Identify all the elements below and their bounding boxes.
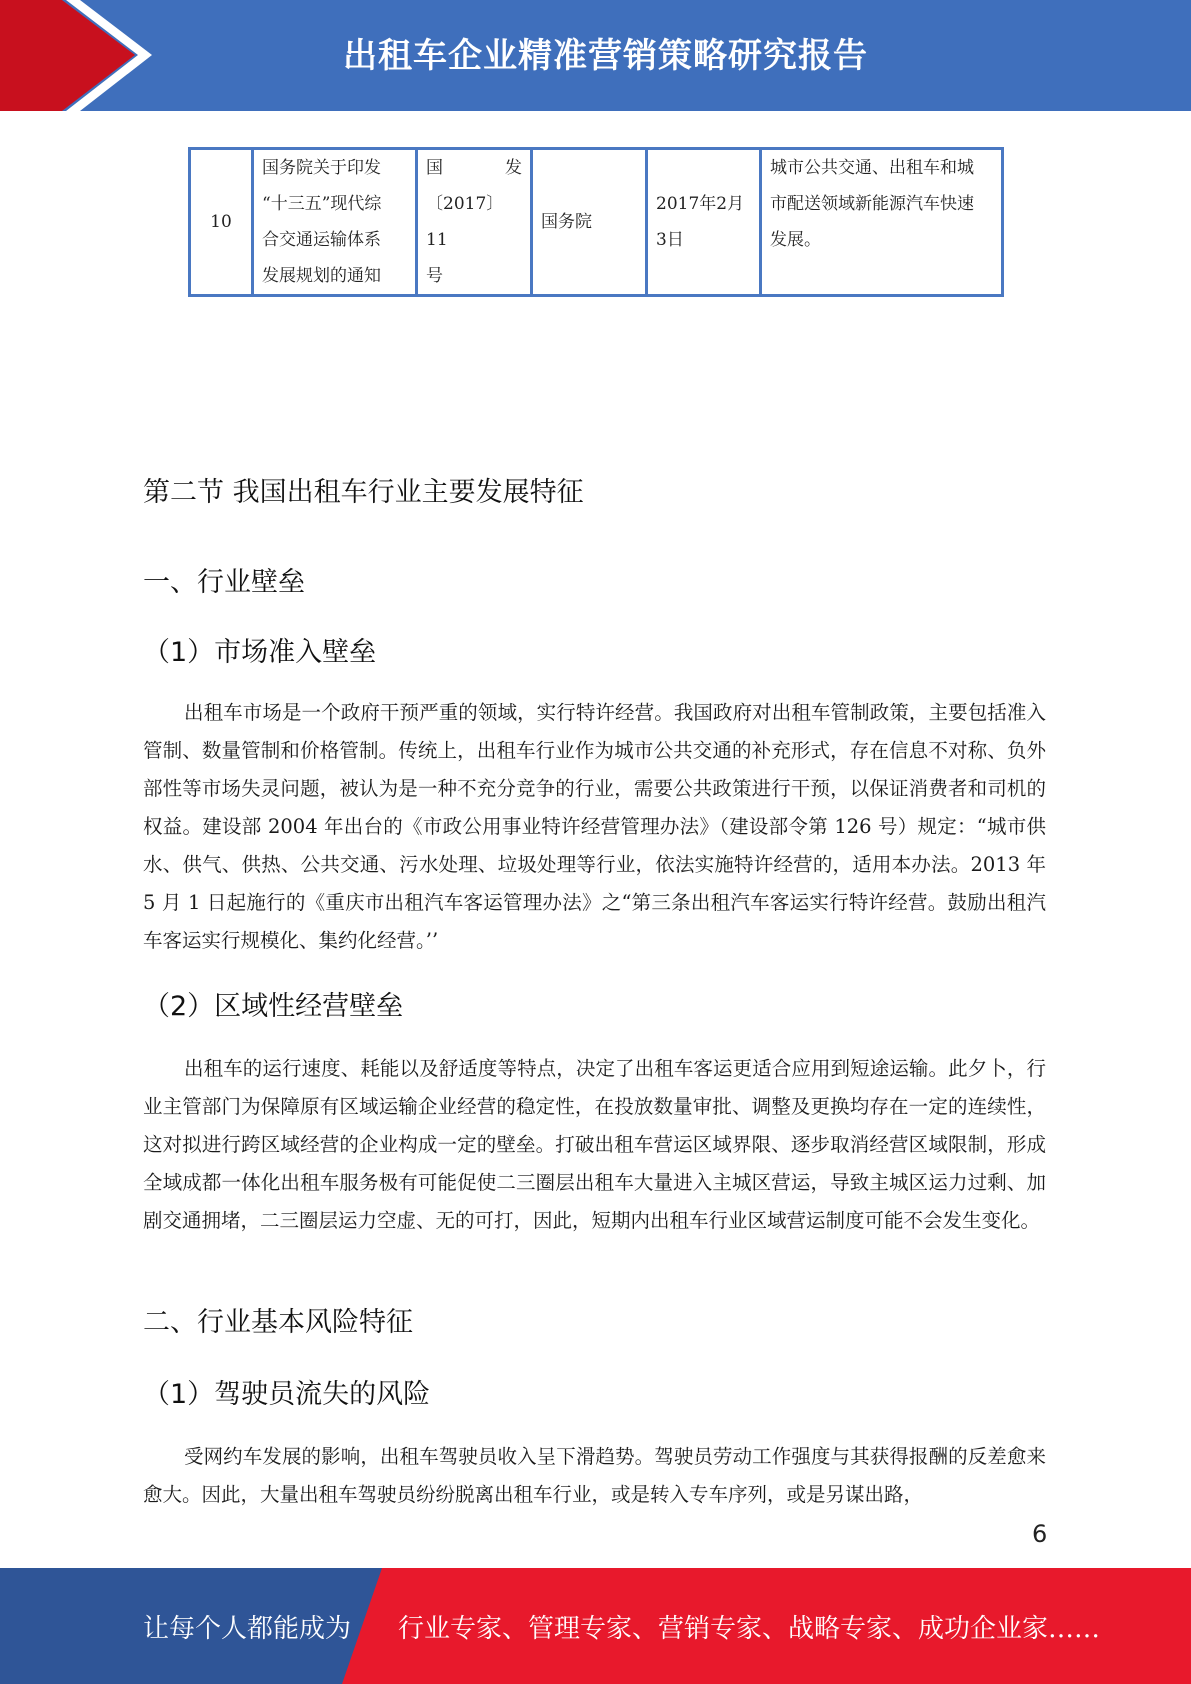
doc-line — [426, 150, 522, 186]
cell-date — [647, 149, 761, 296]
doc-word: 国 — [426, 158, 443, 178]
content-line: 城市公共交通、出租车和城 — [770, 158, 974, 178]
page-number: 6 — [1032, 1520, 1048, 1548]
paragraph: 出租车市场是一个政府干预严重的领域，实行特许经营。我国政府对出租车管制政策，主要包括准入管制、数量管制和价格管制。传统上，出租车行业作为城市公共交通的补充形式，存在信息不对称、负外部性等市场失灵问题，被认为是一种不充分竞争的行业，需要公共政策进行干预，以保证消费者和司机的权益。建设部 2004 年出台的《市政公用事业特许经营管理办法》（建设部令第 126 号）规定：“城市供水、供气、供热、公共交通、污水处理、垃圾处理等行业，依法实施特许经营的，适用本办法。2013 年 5 月 1 日起施行的《重庆市出租汽车客运管理办法》之“第三条出租汽车客运实行特许经营。鼓励出租汽车客运实行规模化、集约化经营。’’ — [143, 701, 1046, 952]
paragraph: 受网约车发展的影响，出租车驾驶员收入呈下滑趋势。驾驶员劳动工作强度与其获得报酬的反差愈来愈大。因此，大量出租车驾驶员纷纷脱离出租车行业，或是转入专车序列，或是另谋出路， — [143, 1445, 1046, 1506]
doc-line: 〔2017〕11 — [426, 194, 504, 250]
date-line: 2017年2月 — [656, 194, 745, 214]
title-line: “十三五”现代综 — [262, 194, 382, 214]
content-line: 市配送领域新能源汽车快速 — [770, 194, 974, 214]
cell-title — [253, 149, 417, 296]
date-line: 3日 — [656, 230, 684, 250]
title-line: 发展规划的通知 — [262, 266, 381, 286]
footer-banner — [0, 1568, 1191, 1684]
subsection-heading: （1）市场准入壁垒 — [143, 637, 377, 668]
subsection-heading: （2）区域性经营壁垒 — [143, 991, 404, 1022]
footer-slogan-left: 让每个人都能成为 — [143, 1614, 352, 1644]
report-title: 出租车企业精准营销策略研究报告 — [343, 36, 868, 76]
content-line: 发展。 — [770, 230, 821, 250]
cell-org: 国务院 — [532, 149, 647, 296]
policy-table — [188, 147, 1004, 297]
title-line: 合交通运输体系 — [262, 230, 381, 250]
cell-doc-number — [417, 149, 532, 296]
cell-no: 10 — [190, 149, 253, 296]
part1-heading: 一、行业壁垒 — [143, 567, 305, 598]
section-heading: 第二节 我国出租车行业主要发展特征 — [143, 477, 584, 508]
paragraph: 出租车的运行速度、耗能以及舒适度等特点，决定了出租车客运更适合应用到短途运输。此夕卜，行业主管部门为保障原有区域运输企业经营的稳定性，在投放数量审批、调整及更换均存在一定的连续性，这对拟进行跨区域经营的企业构成一定的壁垒。打破出租车营运区域界限、逐步取消经营区域限制，形成全域成都一体化出租车服务极有可能促使二三圈层出租车大量进入主城区营运，导致主城区运力过剩、加剧交通拥堵，二三圈层运力空虚、无的可打，因此，短期内出租车行业区域营运制度可能不会发生变化。 — [143, 1057, 1046, 1232]
subsection-heading: （1）驾驶员流失的风险 — [143, 1379, 431, 1410]
doc-word: 发 — [505, 158, 522, 178]
title-line: 国务院关于印发 — [262, 158, 381, 178]
part2-heading: 二、行业基本风险特征 — [143, 1307, 413, 1338]
cell-content — [761, 149, 1003, 296]
doc-line: 号 — [426, 266, 443, 286]
header-banner — [0, 0, 1191, 111]
table-row — [190, 149, 1003, 296]
footer-slogan-right: 行业专家、管理专家、营销专家、战略专家、成功企业家…… — [398, 1614, 1101, 1644]
